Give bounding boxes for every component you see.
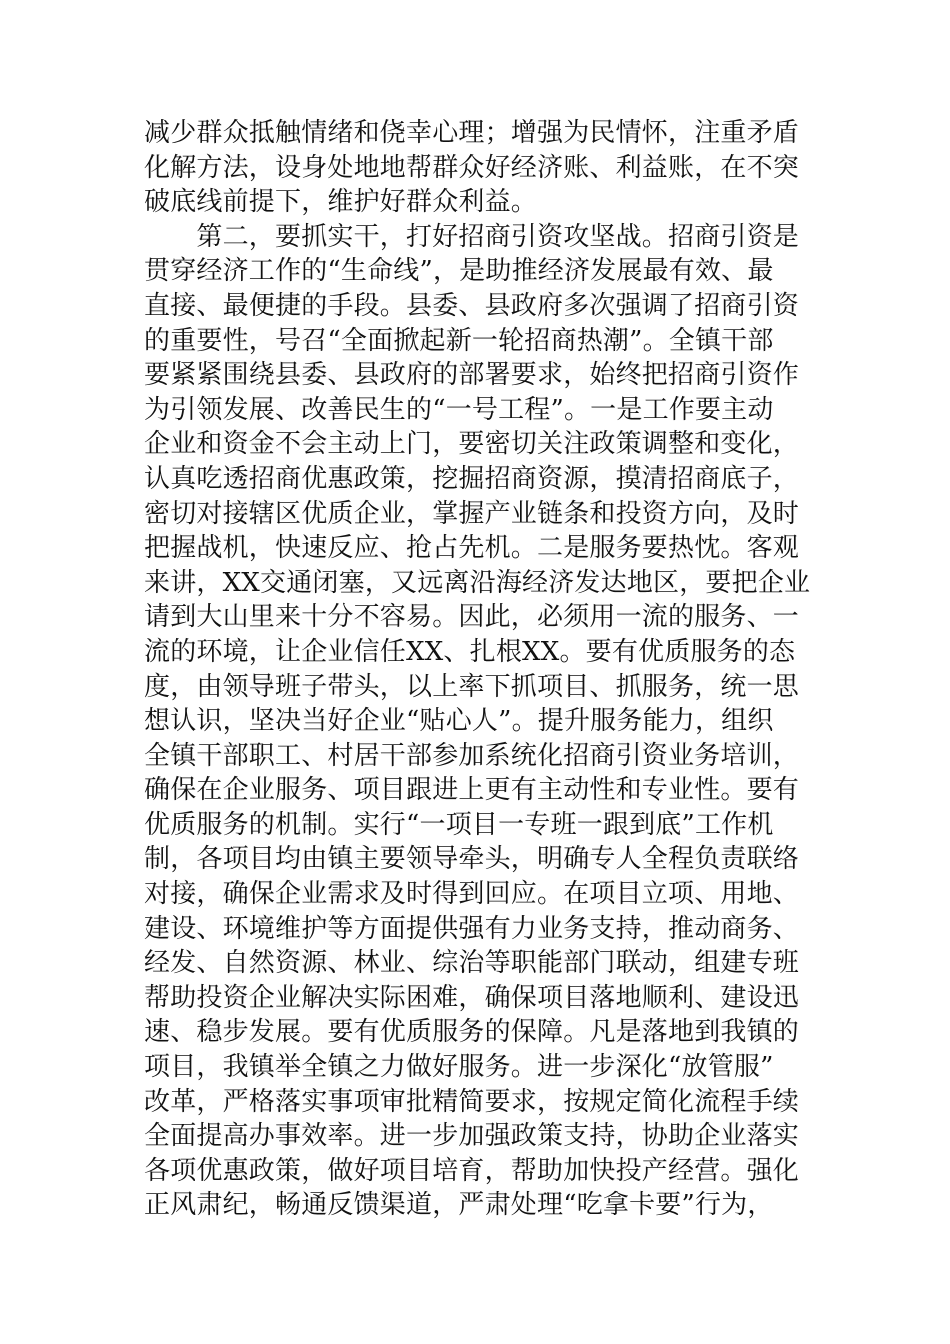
text-line: 破底线前提下，维护好群众利益。 bbox=[144, 187, 538, 218]
body-text bbox=[144, 116, 814, 1223]
text-line: 对接，确保企业需求及时得到回应。在项目立项、用地、 bbox=[144, 879, 800, 910]
text-line: 为引领发展、改善民生的“一号工程”。一是工作要主动 bbox=[144, 394, 774, 425]
text-line: 减少群众抵触情绪和侥幸心理；增强为民情怀，注重矛盾 bbox=[144, 118, 800, 148]
text-line: 企业和资金不会主动上门，要密切关注政策调整和变化， bbox=[144, 429, 800, 460]
text-line: 把握战机，快速反应、抢占先机。二是服务要热忱。客观 bbox=[144, 533, 800, 564]
text-line: 第二，要抓实干，打好招商引资攻坚战。招商引资是 bbox=[144, 221, 800, 252]
text-line: 帮助投资企业解决实际困难，确保项目落地顺利、建设迅 bbox=[144, 982, 800, 1013]
text-line: 认真吃透招商优惠政策，挖掘招商资源，摸清招商底子， bbox=[144, 463, 800, 494]
text-line: 正风肃纪，畅通反馈渠道，严肃处理“吃拿卡要”行为， bbox=[144, 1190, 774, 1221]
text-line: 化解方法，设身处地地帮群众好经济账、利益账，在不突 bbox=[144, 152, 800, 183]
text-line: 请到大山里来十分不容易。因此，必须用一流的服务、一 bbox=[144, 602, 800, 633]
text-line: 经发、自然资源、林业、综治等职能部门联动，组建专班 bbox=[144, 948, 800, 979]
text-line: 密切对接辖区优质企业，掌握产业链条和投资方向，及时 bbox=[144, 498, 800, 529]
text-line: 制，各项目均由镇主要领导牵头，明确专人全程负责联络 bbox=[144, 844, 800, 875]
text-line: 确保在企业服务、项目跟进上更有主动性和专业性。要有 bbox=[144, 775, 800, 806]
text-line: 直接、最便捷的手段。县委、县政府多次强调了招商引资 bbox=[144, 290, 800, 321]
text-line: 全镇干部职工、村居干部参加系统化招商引资业务培训， bbox=[144, 740, 800, 771]
text-line: 建设、环境维护等方面提供强有力业务支持，推动商务、 bbox=[144, 913, 800, 944]
text-line: 各项优惠政策，做好项目培育，帮助加快投产经营。强化 bbox=[144, 1155, 800, 1186]
text-line: 的重要性，号召“全面掀起新一轮招商热潮”。全镇干部 bbox=[144, 325, 774, 356]
text-line: 全面提高办事效率。进一步加强政策支持，协助企业落实 bbox=[144, 1121, 800, 1152]
text-line: 项目，我镇举全镇之力做好服务。进一步深化“放管服” bbox=[144, 1052, 774, 1083]
text-line: 度，由领导班子带头，以上率下抓项目、抓服务，统一思 bbox=[144, 671, 800, 702]
text-line: 来讲，XX交通闭塞，又远离沿海经济发达地区，要把企业 bbox=[144, 567, 811, 598]
text-line: 速、稳步发展。要有优质服务的保障。凡是落地到我镇的 bbox=[144, 1017, 800, 1048]
text-line: 要紧紧围绕县委、县政府的部署要求，始终把招商引资作 bbox=[144, 360, 800, 391]
text-line: 想认识，坚决当好企业“贴心人”。提升服务能力，组织 bbox=[144, 706, 774, 737]
text-line: 优质服务的机制。实行“一项目一专班一跟到底”工作机 bbox=[144, 809, 774, 840]
text-line: 流的环境，让企业信任XX、扎根XX。要有优质服务的态 bbox=[144, 636, 796, 667]
text-line: 贯穿经济工作的“生命线”，是助推经济发展最有效、最 bbox=[144, 256, 774, 287]
text-line: 改革，严格落实事项审批精简要求，按规定简化流程手续 bbox=[144, 1086, 800, 1117]
